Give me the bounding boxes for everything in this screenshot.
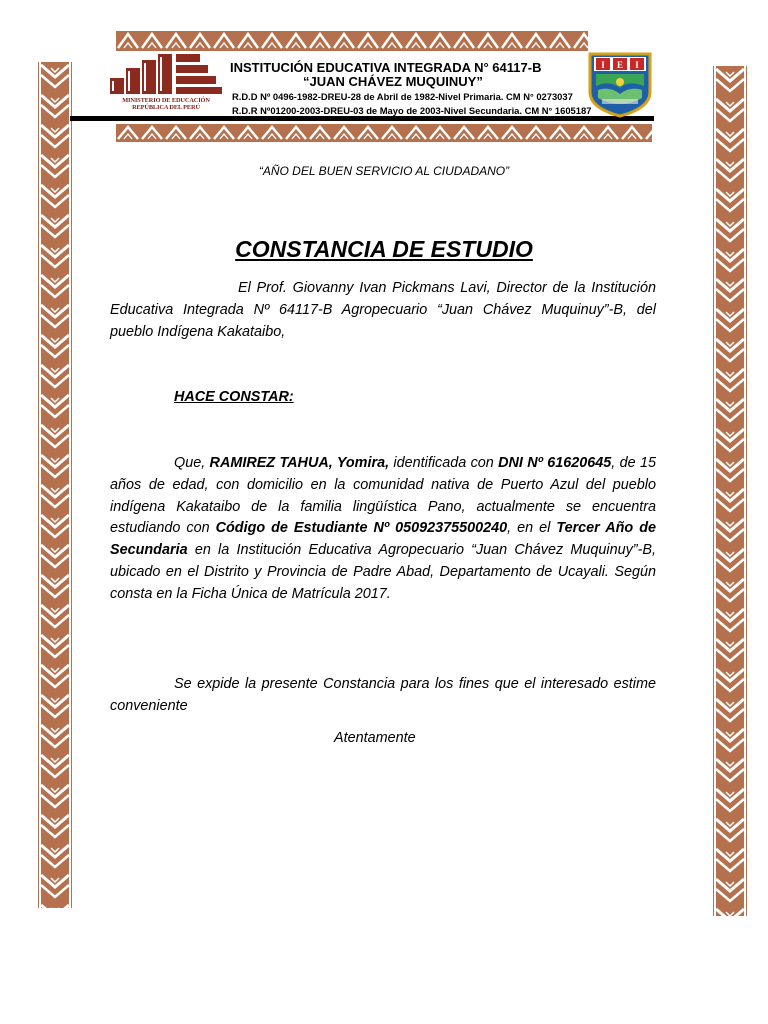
intro-paragraph: El Prof. Giovanny Ivan Pickmans Lavi, Director de la Institución Educativa Integrada Nº 64117-B Agropecuario “Juan Chávez Muquinuy”-B, del pueblo Indígena Kakataibo, <box>110 280 656 340</box>
school-name: “JUAN CHÁVEZ MUQUINUY” <box>303 74 483 89</box>
body-text-1: identificada con <box>389 455 499 471</box>
year-motto: “AÑO DEL BUEN SERVICIO AL CIUDADANO” <box>258 164 510 178</box>
hace-constar-heading: HACE CONSTAR: <box>174 389 294 405</box>
rdr-resolution: R.D.R Nº01200-2003-DREU-03 de Mayo de 2003-Nivel Secundaria. CM N° 1605187 <box>232 105 592 116</box>
minedu-caption <box>106 97 226 111</box>
minedu-line1: MINISTERIO DE EDUCACIÓN <box>122 97 210 104</box>
iei-letter-3: I <box>635 60 639 70</box>
document-title: CONSTANCIA DE ESTUDIO <box>235 236 533 262</box>
student-code: Código de Estudiante Nº 05092375500240 <box>215 520 508 537</box>
rdd-resolution: R.D.D Nº 0496-1982-DREU-28 de Abril de 1982-Nivel Primaria. CM N° 0273037 <box>232 91 573 102</box>
body-paragraph <box>110 453 656 606</box>
bottom-decorative-border <box>116 124 652 142</box>
closing-paragraph: Se expide la presente Constancia para los fines que el interesado estime conveniente <box>110 676 656 714</box>
left-decorative-border <box>38 62 72 908</box>
grade-level: Tercer Año de Secundaria <box>110 520 656 559</box>
body-text-3: , en el <box>507 520 557 537</box>
body-text-2: , de 15 años de edad, con domicilio en la comunidad nativa de Puerto Azul del pueblo indígena Kakataibo de la familia lingüística Pano, actualmente se encuentra estudiando con <box>110 455 656 537</box>
right-decorative-border <box>713 66 747 916</box>
iei-shield-logo <box>588 52 652 118</box>
body-text-4: en la Institución Educativa Agropecuario “Juan Chávez Muquinuy”-B, ubicado en el Distrito y Provincia de Padre Abad, Departamento de Ucayali. Según consta en la Ficha Única de Matrícula 2017. <box>110 542 656 602</box>
iei-letter-1: I <box>601 60 605 70</box>
student-name: RAMIREZ TAHUA, Yomira, <box>209 455 390 471</box>
signoff: Atentamente <box>334 730 416 746</box>
top-decorative-border <box>116 31 588 51</box>
dni-number: DNI Nº 61620645 <box>498 455 612 471</box>
iei-letter-2: E <box>616 60 624 70</box>
institution-name: INSTITUCIÓN EDUCATIVA INTEGRADA N° 64117-B <box>230 60 542 75</box>
minedu-line2: REPÚBLICA DEL PERÚ <box>132 104 200 111</box>
body-que: Que, <box>174 455 210 471</box>
